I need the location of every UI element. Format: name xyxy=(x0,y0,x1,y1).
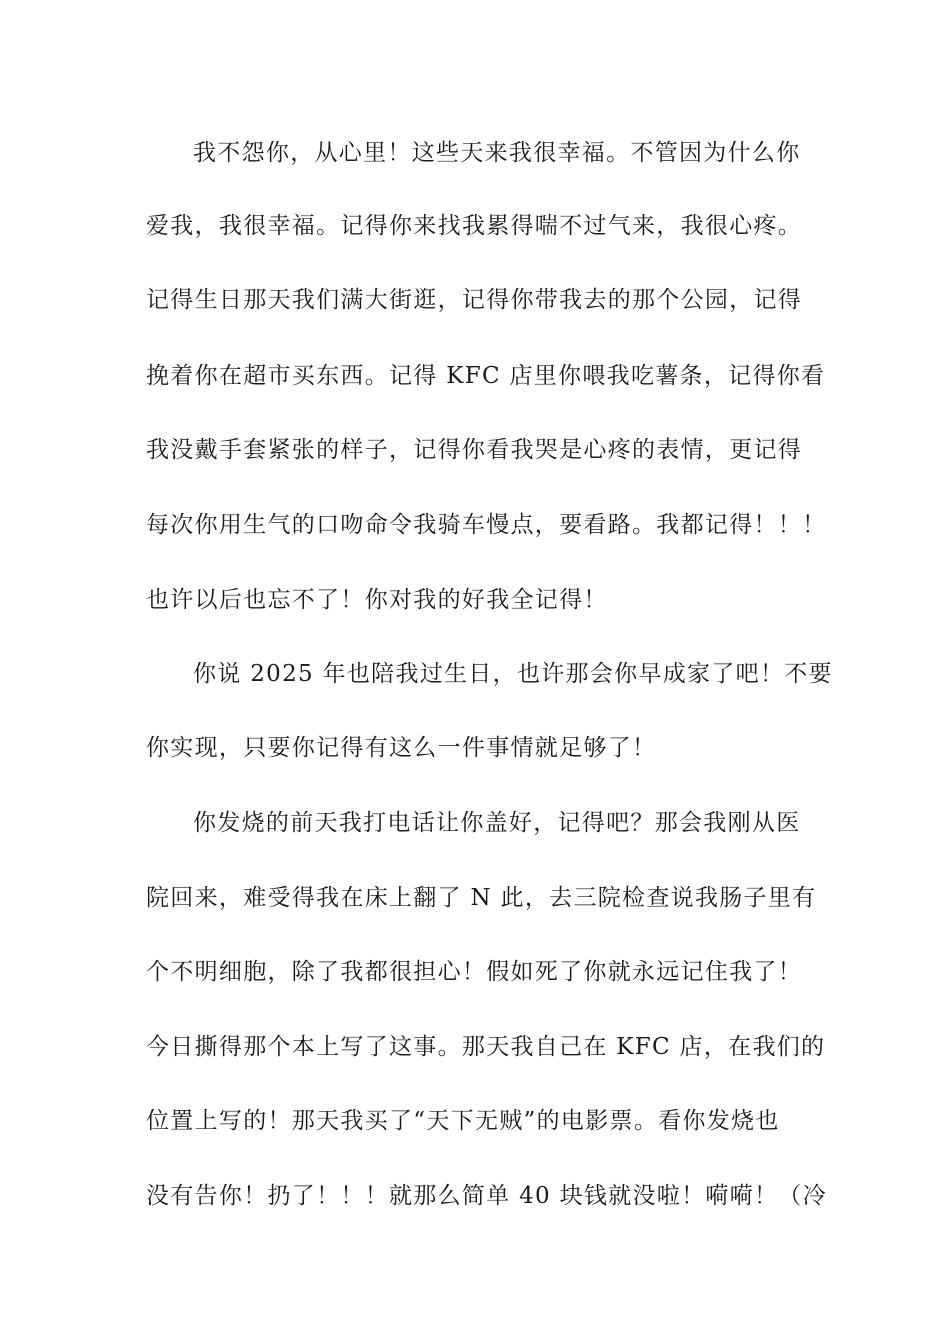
paragraph-1-line-1: 我不怨你，从心里！这些天来我很幸福。不管因为什么你 xyxy=(193,140,801,166)
paragraph-2-line-1: 你说 2025 年也陪我过生日，也许那会你早成家了吧！不要 xyxy=(193,661,833,687)
paragraph-3-line-4: 今日撕得那个本上写了这事。那天我自己在 KFC 店，在我们的 xyxy=(146,1034,826,1060)
paragraph-1-line-2: 爱我，我很幸福。记得你来找我累得喘不过气来，我很心疼。 xyxy=(146,213,803,239)
paragraph-1-line-3: 记得生日那天我们满大街逛，记得你带我去的那个公园，记得 xyxy=(146,287,803,313)
paragraph-1-line-4: 挽着你在超市买东西。记得 KFC 店里你喂我吃薯条，记得你看 xyxy=(146,363,826,389)
paragraph-3-line-1: 你发烧的前天我打电话让你盖好，记得吧？那会我刚从医 xyxy=(193,810,801,836)
paragraph-1-line-7: 也许以后也忘不了！你对我的好我全记得！ xyxy=(146,587,608,613)
paragraph-3-line-5: 位置上写的！那天我买了“天下无贼”的电影票。看你发烧也 xyxy=(146,1108,780,1134)
paragraph-3-line-6: 没有告你！扔了！！！就那么简单 40 块钱就没啦！嗬嗬！（冷 xyxy=(146,1183,827,1209)
paragraph-3-line-2: 院回来，难受得我在床上翻了 N 此，去三院检查说我肠子里有 xyxy=(146,885,817,911)
paragraph-1-line-5: 我没戴手套紧张的样子，记得你看我哭是心疼的表情，更记得 xyxy=(146,437,803,463)
paragraph-2-line-2: 你实现，只要你记得有这么一件事情就足够了！ xyxy=(146,735,657,761)
paragraph-1-line-6: 每次你用生气的口吻命令我骑车慢点，要看路。我都记得！！！ xyxy=(146,512,827,538)
paragraph-3-line-3: 个不明细胞，除了我都很担心！假如死了你就永远记住我了！ xyxy=(146,959,803,985)
